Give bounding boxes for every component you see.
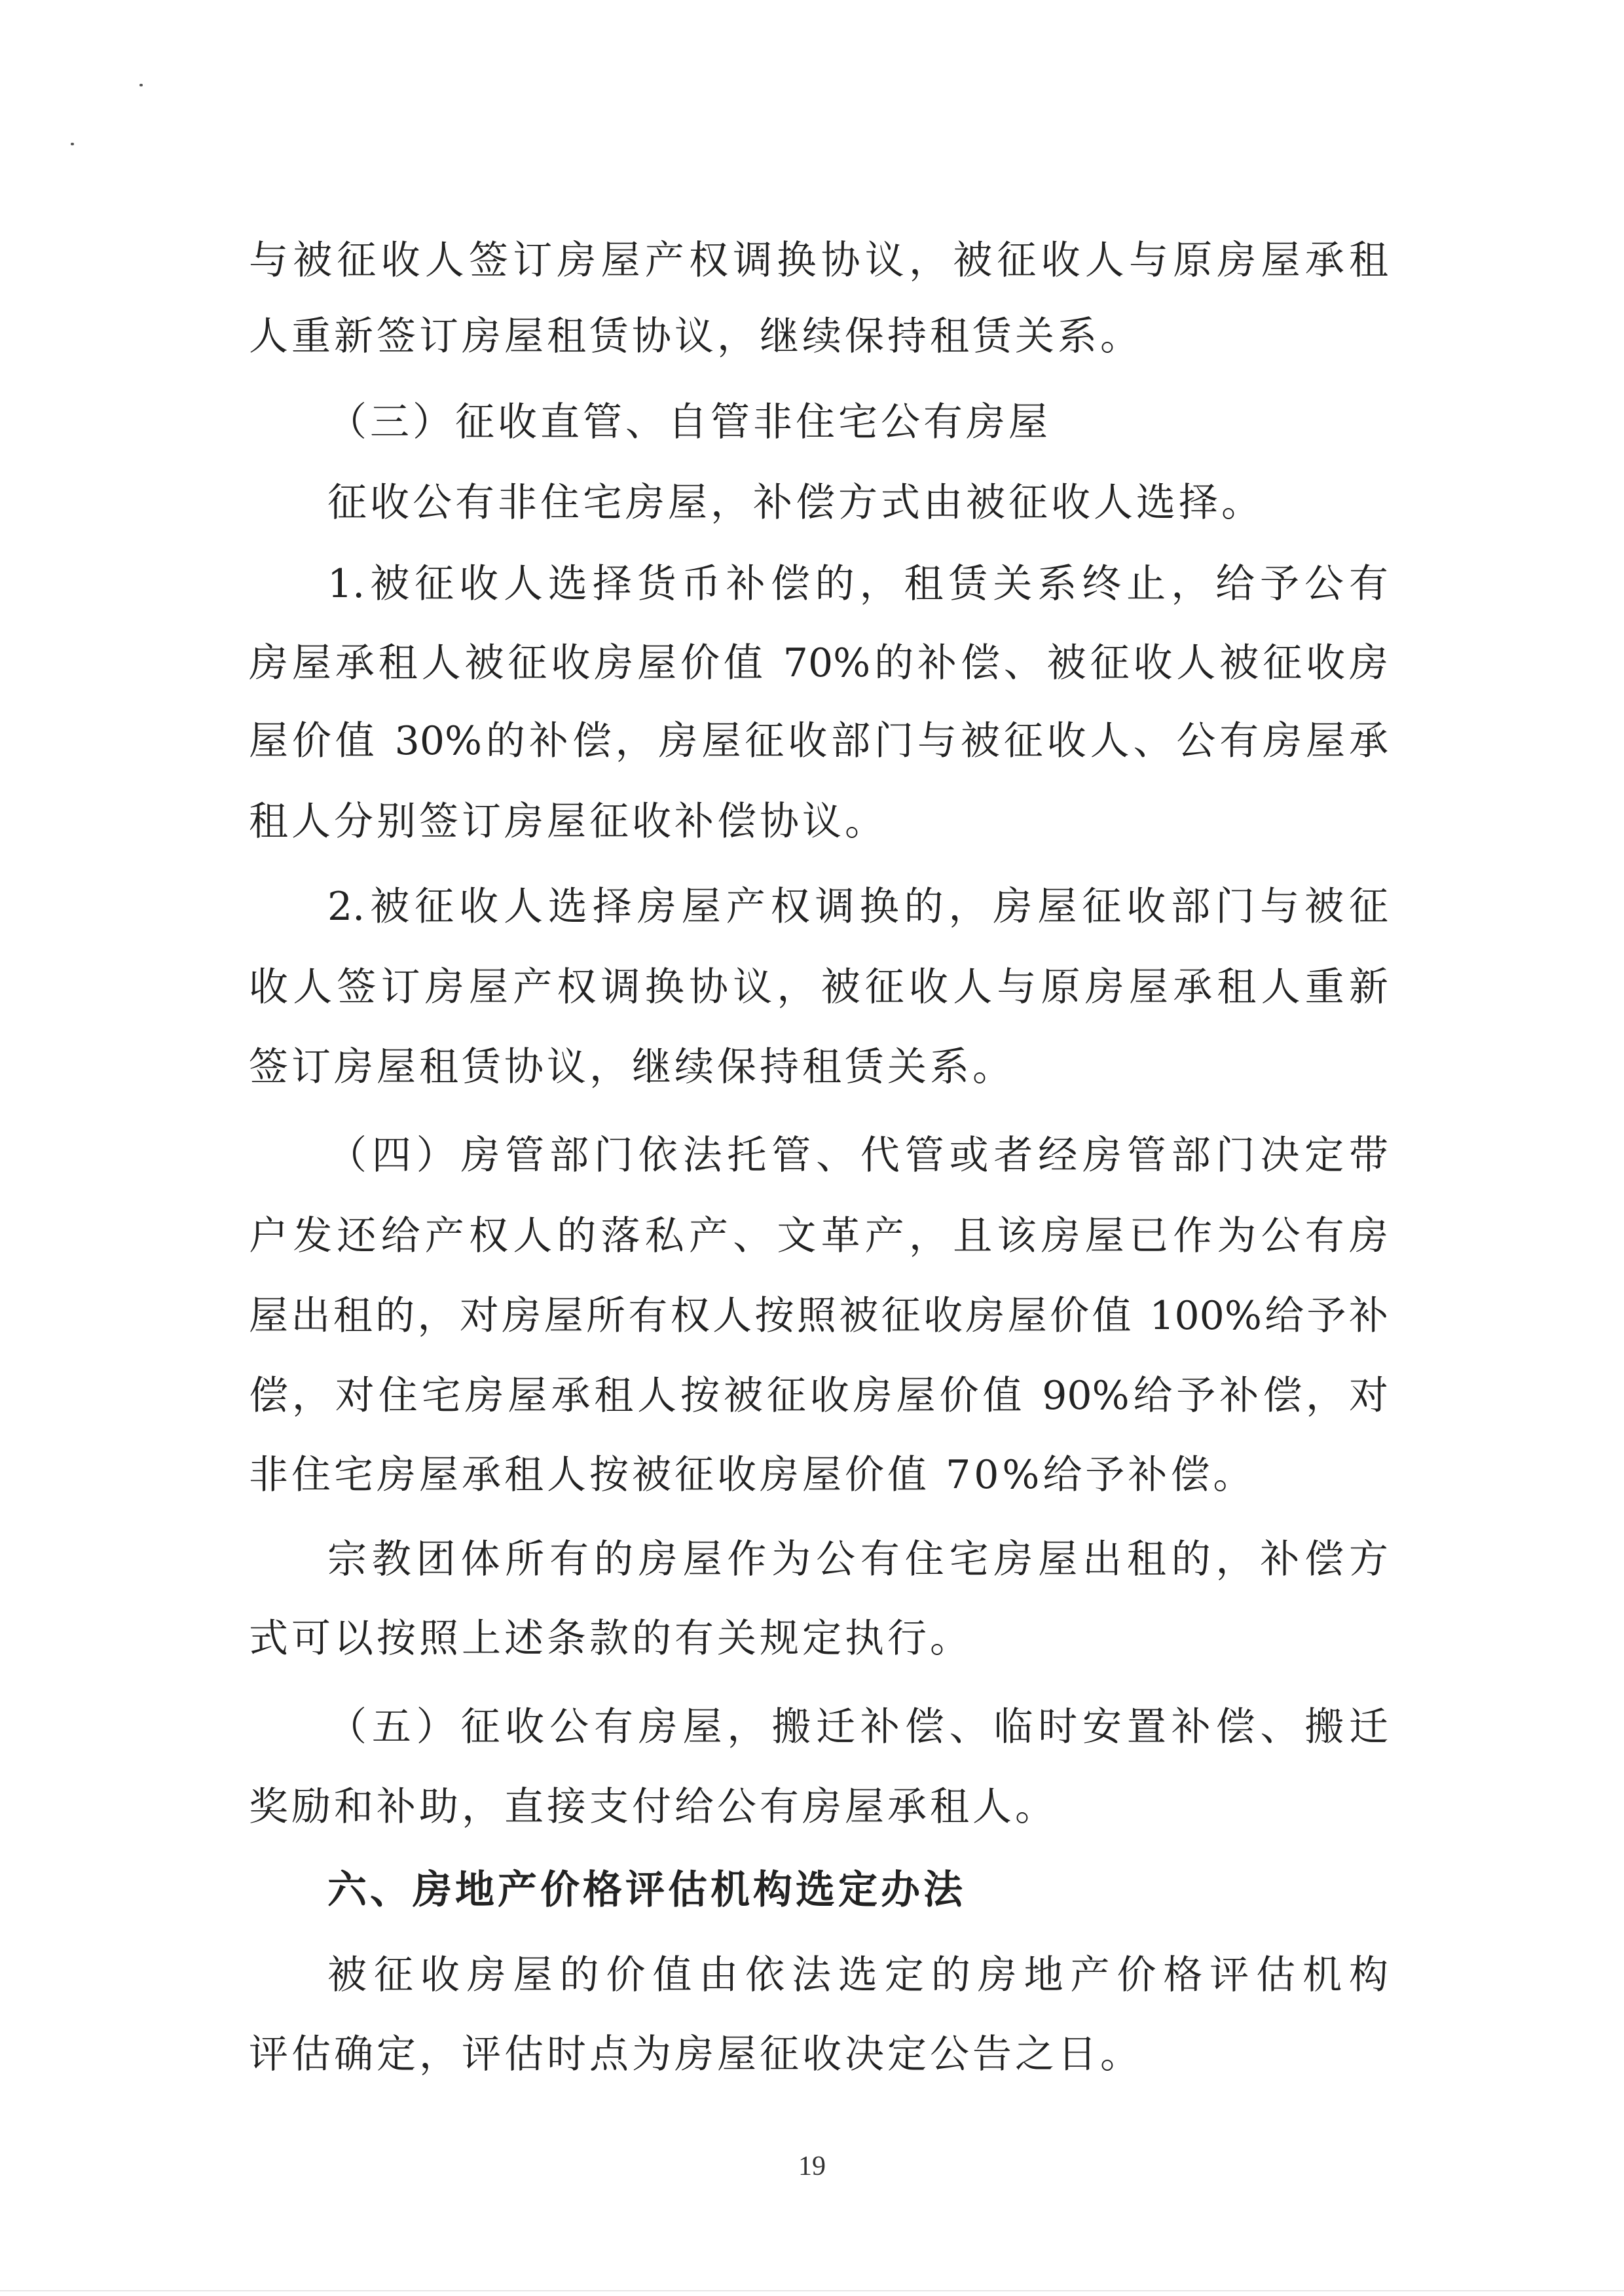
body-line: 人重新签订房屋租赁协议，继续保持租赁关系。: [249, 314, 1143, 359]
body-line: 房屋承租人被征收房屋价值 70%的补偿、被征收人被征收房: [249, 640, 1388, 686]
body-line: 被征收房屋的价值由依法选定的房地产价格评估机构: [327, 1952, 1388, 1998]
section-heading: （四）房管部门依法托管、代管或者经房管部门决定带: [327, 1133, 1388, 1178]
body-line: 式可以按照上述条款的有关规定执行。: [249, 1616, 972, 1662]
body-line: 奖励和补助，直接支付给公有房屋承租人。: [249, 1784, 1058, 1830]
scan-speck: [139, 84, 143, 86]
section-heading: （三）征收直管、自管非住宅公有房屋: [327, 399, 1051, 445]
body-line: 屋价值 30%的补偿，房屋征收部门与被征收人、公有房屋承: [249, 718, 1388, 764]
chapter-heading: 六、房地产价格评估机构选定办法: [327, 1867, 966, 1913]
body-line: 评估确定，评估时点为房屋征收决定公告之日。: [249, 2032, 1143, 2077]
body-line: 征收公有非住宅房屋，补偿方式由被征收人选择。: [327, 480, 1264, 526]
body-line: 签订房屋租赁协议，继续保持租赁关系。: [249, 1044, 1015, 1090]
page-number: 19: [798, 2151, 826, 2181]
body-line: 2.被征收人选择房屋产权调换的，房屋征收部门与被征: [327, 884, 1388, 930]
body-line: 与被征收人签订房屋产权调换协议，被征收人与原房屋承租: [249, 238, 1388, 283]
body-line: 1.被征收人选择货币补偿的，租赁关系终止，给予公有: [327, 561, 1388, 607]
body-line: 收人签订房屋产权调换协议，被征收人与原房屋承租人重新: [249, 964, 1388, 1010]
body-line: 偿，对住宅房屋承租人按被征收房屋价值 90%给予补偿，对: [249, 1373, 1388, 1419]
body-line: 宗教团体所有的房屋作为公有住宅房屋出租的，补偿方: [327, 1537, 1388, 1582]
section-heading: （五）征收公有房屋，搬迁补偿、临时安置补偿、搬迁: [327, 1704, 1388, 1750]
body-line: 非住宅房屋承租人按被征收房屋价值 70%给予补偿。: [249, 1452, 1256, 1498]
scan-edge: [0, 2290, 1624, 2291]
scan-speck: [71, 143, 74, 145]
body-line: 屋出租的，对房屋所有权人按照被征收房屋价值 100%给予补: [249, 1293, 1388, 1339]
body-line: 户发还给产权人的落私产、文革产，且该房屋已作为公有房: [249, 1213, 1388, 1259]
body-line: 租人分别签订房屋征收补偿协议。: [249, 799, 887, 845]
